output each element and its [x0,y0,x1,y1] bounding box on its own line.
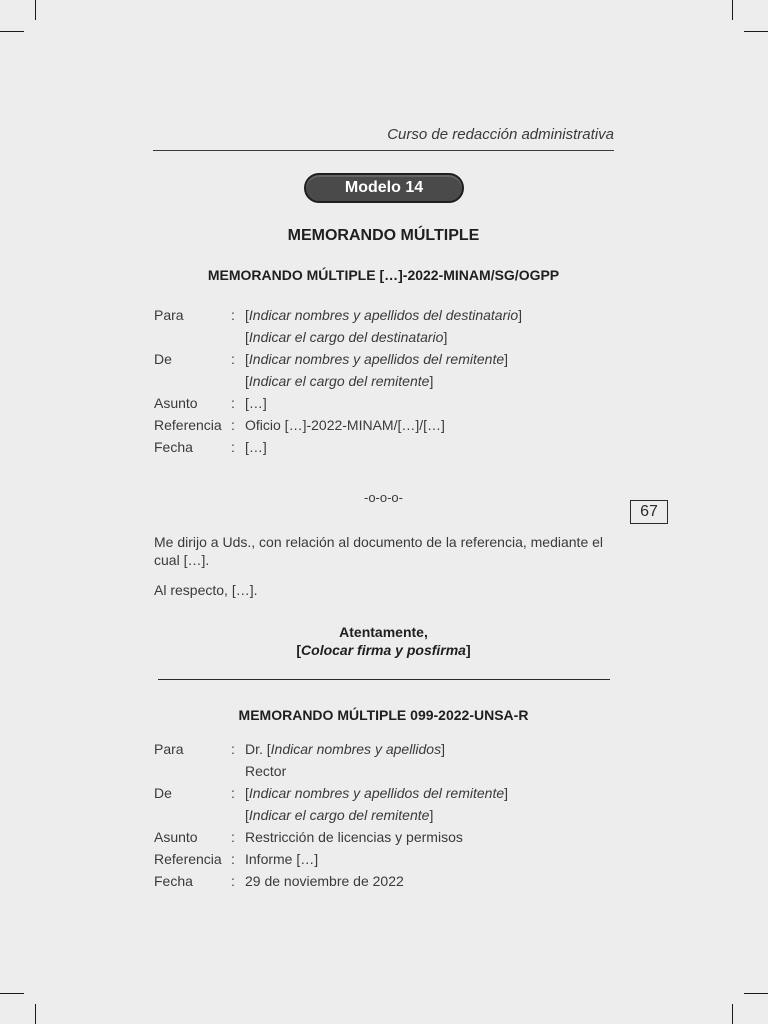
page-number: 67 [630,500,668,524]
field-value: [Indicar el cargo del remitente] [245,807,434,823]
field-value: [Indicar el cargo del destinatario] [245,329,448,345]
crop-mark-top-right-vertical [732,0,733,20]
field-row-asunto [154,392,619,414]
field-value: 29 de noviembre de 2022 [245,873,404,889]
field-value: [Indicar nombres y apellidos del remitente] [245,785,509,801]
field-colon: : [231,395,235,411]
template-memo-code: MEMORANDO MÚLTIPLE […]-2022-MINAM/SG/OGPP [207,267,560,283]
field-colon: : [231,851,235,867]
field-colon: : [231,307,235,323]
body-paragraph: Me dirijo a Uds., con relación al documento de la referencia, mediante el cual […]. [154,534,604,568]
field-value: Restricción de licencias y permisos [245,829,463,845]
crop-mark-top-left-horizontal [0,31,24,32]
body-paragraph: Al respecto, […]. [154,582,258,598]
field-colon: : [231,785,235,801]
field-colon: : [231,873,235,889]
field-value: Dr. [Indicar nombres y apellidos] [245,741,445,757]
field-label: Fecha [154,873,193,889]
field-value: [Indicar el cargo del remitente] [245,373,434,389]
field-row-para-cargo [154,760,619,782]
field-row-asunto [154,826,619,848]
field-label: Referencia [154,417,222,433]
field-value: [Indicar nombres y apellidos del destinatario] [245,307,523,323]
field-row-de-cargo [154,804,619,826]
field-row-de-cargo [154,370,619,392]
example-memo-code: MEMORANDO MÚLTIPLE 099-2022-UNSA-R [238,707,529,723]
field-row-fecha [154,870,619,892]
field-row-de [154,782,619,804]
field-row-fecha [154,436,619,458]
section-separator: -o-o-o- [363,490,403,505]
field-row-para-cargo [154,326,619,348]
closing-salutation: Atentamente, [339,624,428,640]
field-value: Oficio […]-2022-MINAM/[…]/[…] [245,417,445,433]
field-colon: : [231,417,235,433]
field-label: Para [154,307,184,323]
field-row-para [154,738,619,760]
field-row-para [154,304,619,326]
crop-mark-top-right-horizontal [744,31,768,32]
field-label: Referencia [154,851,222,867]
field-colon: : [231,741,235,757]
field-label: Fecha [154,439,193,455]
page-title: MEMORANDO MÚLTIPLE [287,227,480,244]
signature-placeholder: [Colocar firma y posfirma] [296,642,471,658]
crop-mark-bottom-left-vertical [35,1004,36,1024]
field-label: Asunto [154,395,198,411]
model-badge: Modelo 14 [304,173,464,203]
crop-mark-top-left-vertical [35,0,36,20]
field-row-referencia [154,414,619,436]
field-label: Para [154,741,184,757]
crop-mark-bottom-left-horizontal [0,993,24,994]
field-colon: : [231,439,235,455]
example-memo-fields [154,738,619,892]
field-value: Rector [245,763,287,779]
field-row-de [154,348,619,370]
crop-mark-bottom-right-horizontal [744,993,768,994]
field-row-referencia [154,848,619,870]
field-label: Asunto [154,829,198,845]
field-value: Informe […] [245,851,319,867]
field-value: […] [245,395,267,411]
field-label: De [154,785,172,801]
field-value: […] [245,439,267,455]
field-colon: : [231,829,235,845]
field-value: [Indicar nombres y apellidos del remitente] [245,351,509,367]
field-label: De [154,351,172,367]
header-rule [153,150,614,151]
section-divider [158,679,610,680]
template-memo-fields [154,304,619,458]
field-colon: : [231,351,235,367]
crop-mark-bottom-right-vertical [732,1004,733,1024]
running-header: Curso de redacción administrativa [387,126,614,143]
